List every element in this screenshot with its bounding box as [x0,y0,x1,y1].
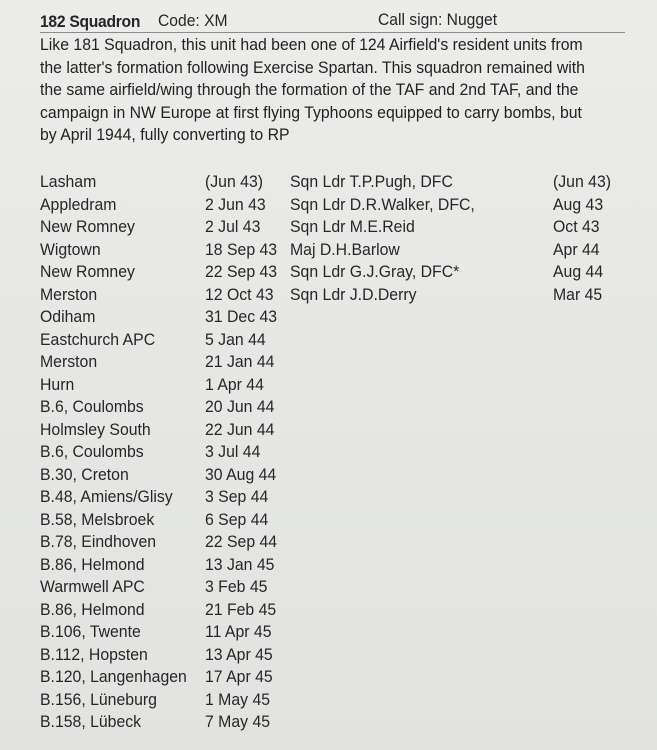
co-date: (Jun 43) [553,172,612,191]
base-place: Merston [40,284,98,304]
base-date: 3 Sep 44 [205,487,269,506]
co-name: Sqn Ldr D.R.Walker, DFC, [290,194,475,214]
base-place: B.6, Coulombs [40,442,144,461]
co-date: Oct 43 [553,217,600,236]
base-date: (Jun 43) [205,172,264,191]
squadron-title: 182 Squadron [40,12,141,31]
base-place: Odiham [40,307,96,326]
intro-line: Like 181 Squadron, this unit had been one of 124 Airfield's resident units from [40,35,583,54]
base-date: 22 Sep 44 [205,532,278,551]
co-name: Sqn Ldr T.P.Pugh, DFC [290,172,453,191]
base-date: 6 Sep 44 [205,509,269,529]
base-place: B.106, Twente [40,622,141,641]
base-date: 22 Sep 43 [205,262,278,281]
base-place: New Romney [40,217,135,236]
base-date: 7 May 45 [205,712,271,731]
base-place: B.48, Amiens/Glisy [40,487,173,506]
base-place: Appledram [40,194,117,214]
base-date: 1 May 45 [205,689,271,709]
base-place: B.86, Helmond [40,554,145,574]
base-place: Wigtown [40,239,101,259]
co-name: Sqn Ldr J.D.Derry [290,284,417,304]
intro-line: the latter's formation following Exercise Spartan. This squadron remained with [40,57,585,77]
squadron-code: Code: XM [158,11,228,30]
base-place: B.78, Eindhoven [40,532,157,551]
co-name: Sqn Ldr M.E.Reid [290,217,415,236]
base-place: B.156, Lüneburg [40,689,157,709]
co-date: Aug 44 [553,262,604,281]
base-date: 22 Jun 44 [205,419,275,439]
base-place: B.158, Lübeck [40,712,142,731]
base-place: B.58, Melsbroek [40,509,155,529]
call-sign: Call sign: Nugget [378,10,498,29]
base-date: 11 Apr 45 [205,622,272,641]
base-date: 3 Jul 44 [205,442,261,461]
base-place: Merston [40,352,98,371]
co-name: Maj D.H.Barlow [290,239,400,259]
base-date: 21 Jan 44 [205,352,275,371]
base-date: 2 Jun 43 [205,194,266,214]
intro-line: campaign in NW Europe at first flying Typhoons equipped to carry bombs, but [40,102,582,122]
base-place: Eastchurch APC [40,329,156,349]
base-date: 5 Jan 44 [205,329,266,349]
base-date: 30 Aug 44 [205,464,277,484]
base-place: Holmsley South [40,419,151,439]
base-place: Warmwell APC [40,577,145,596]
co-date: Apr 44 [553,239,600,259]
base-place: B.112, Hopsten [40,644,148,664]
base-date: 31 Dec 43 [205,307,278,326]
squadron-header [40,10,625,33]
base-place: Hurn [40,374,75,394]
base-date: 13 Apr 45 [205,644,273,664]
base-date: 18 Sep 43 [205,239,278,259]
base-date: 17 Apr 45 [205,667,273,686]
base-date: 3 Feb 45 [205,577,268,596]
base-place: B.120, Langenhagen [40,667,187,686]
base-date: 20 Jun 44 [205,397,275,416]
base-date: 13 Jan 45 [205,554,275,574]
base-date: 21 Feb 45 [205,599,277,619]
base-place: New Romney [40,262,135,281]
base-date: 1 Apr 44 [205,374,264,394]
co-name: Sqn Ldr G.J.Gray, DFC* [290,262,460,281]
base-place: B.6, Coulombs [40,397,144,416]
co-date: Aug 43 [553,194,604,214]
base-date: 2 Jul 43 [205,217,261,236]
base-place: B.86, Helmond [40,599,145,619]
co-date: Mar 45 [553,284,603,304]
intro-line: by April 1944, fully converting to RP [40,125,290,144]
base-place: Lasham [40,172,97,191]
intro-paragraph [40,34,598,147]
base-place: B.30, Creton [40,464,129,484]
intro-line: the same airfield/wing through the formation of the TAF and 2nd TAF, and the [40,80,579,99]
base-date: 12 Oct 43 [205,284,274,304]
